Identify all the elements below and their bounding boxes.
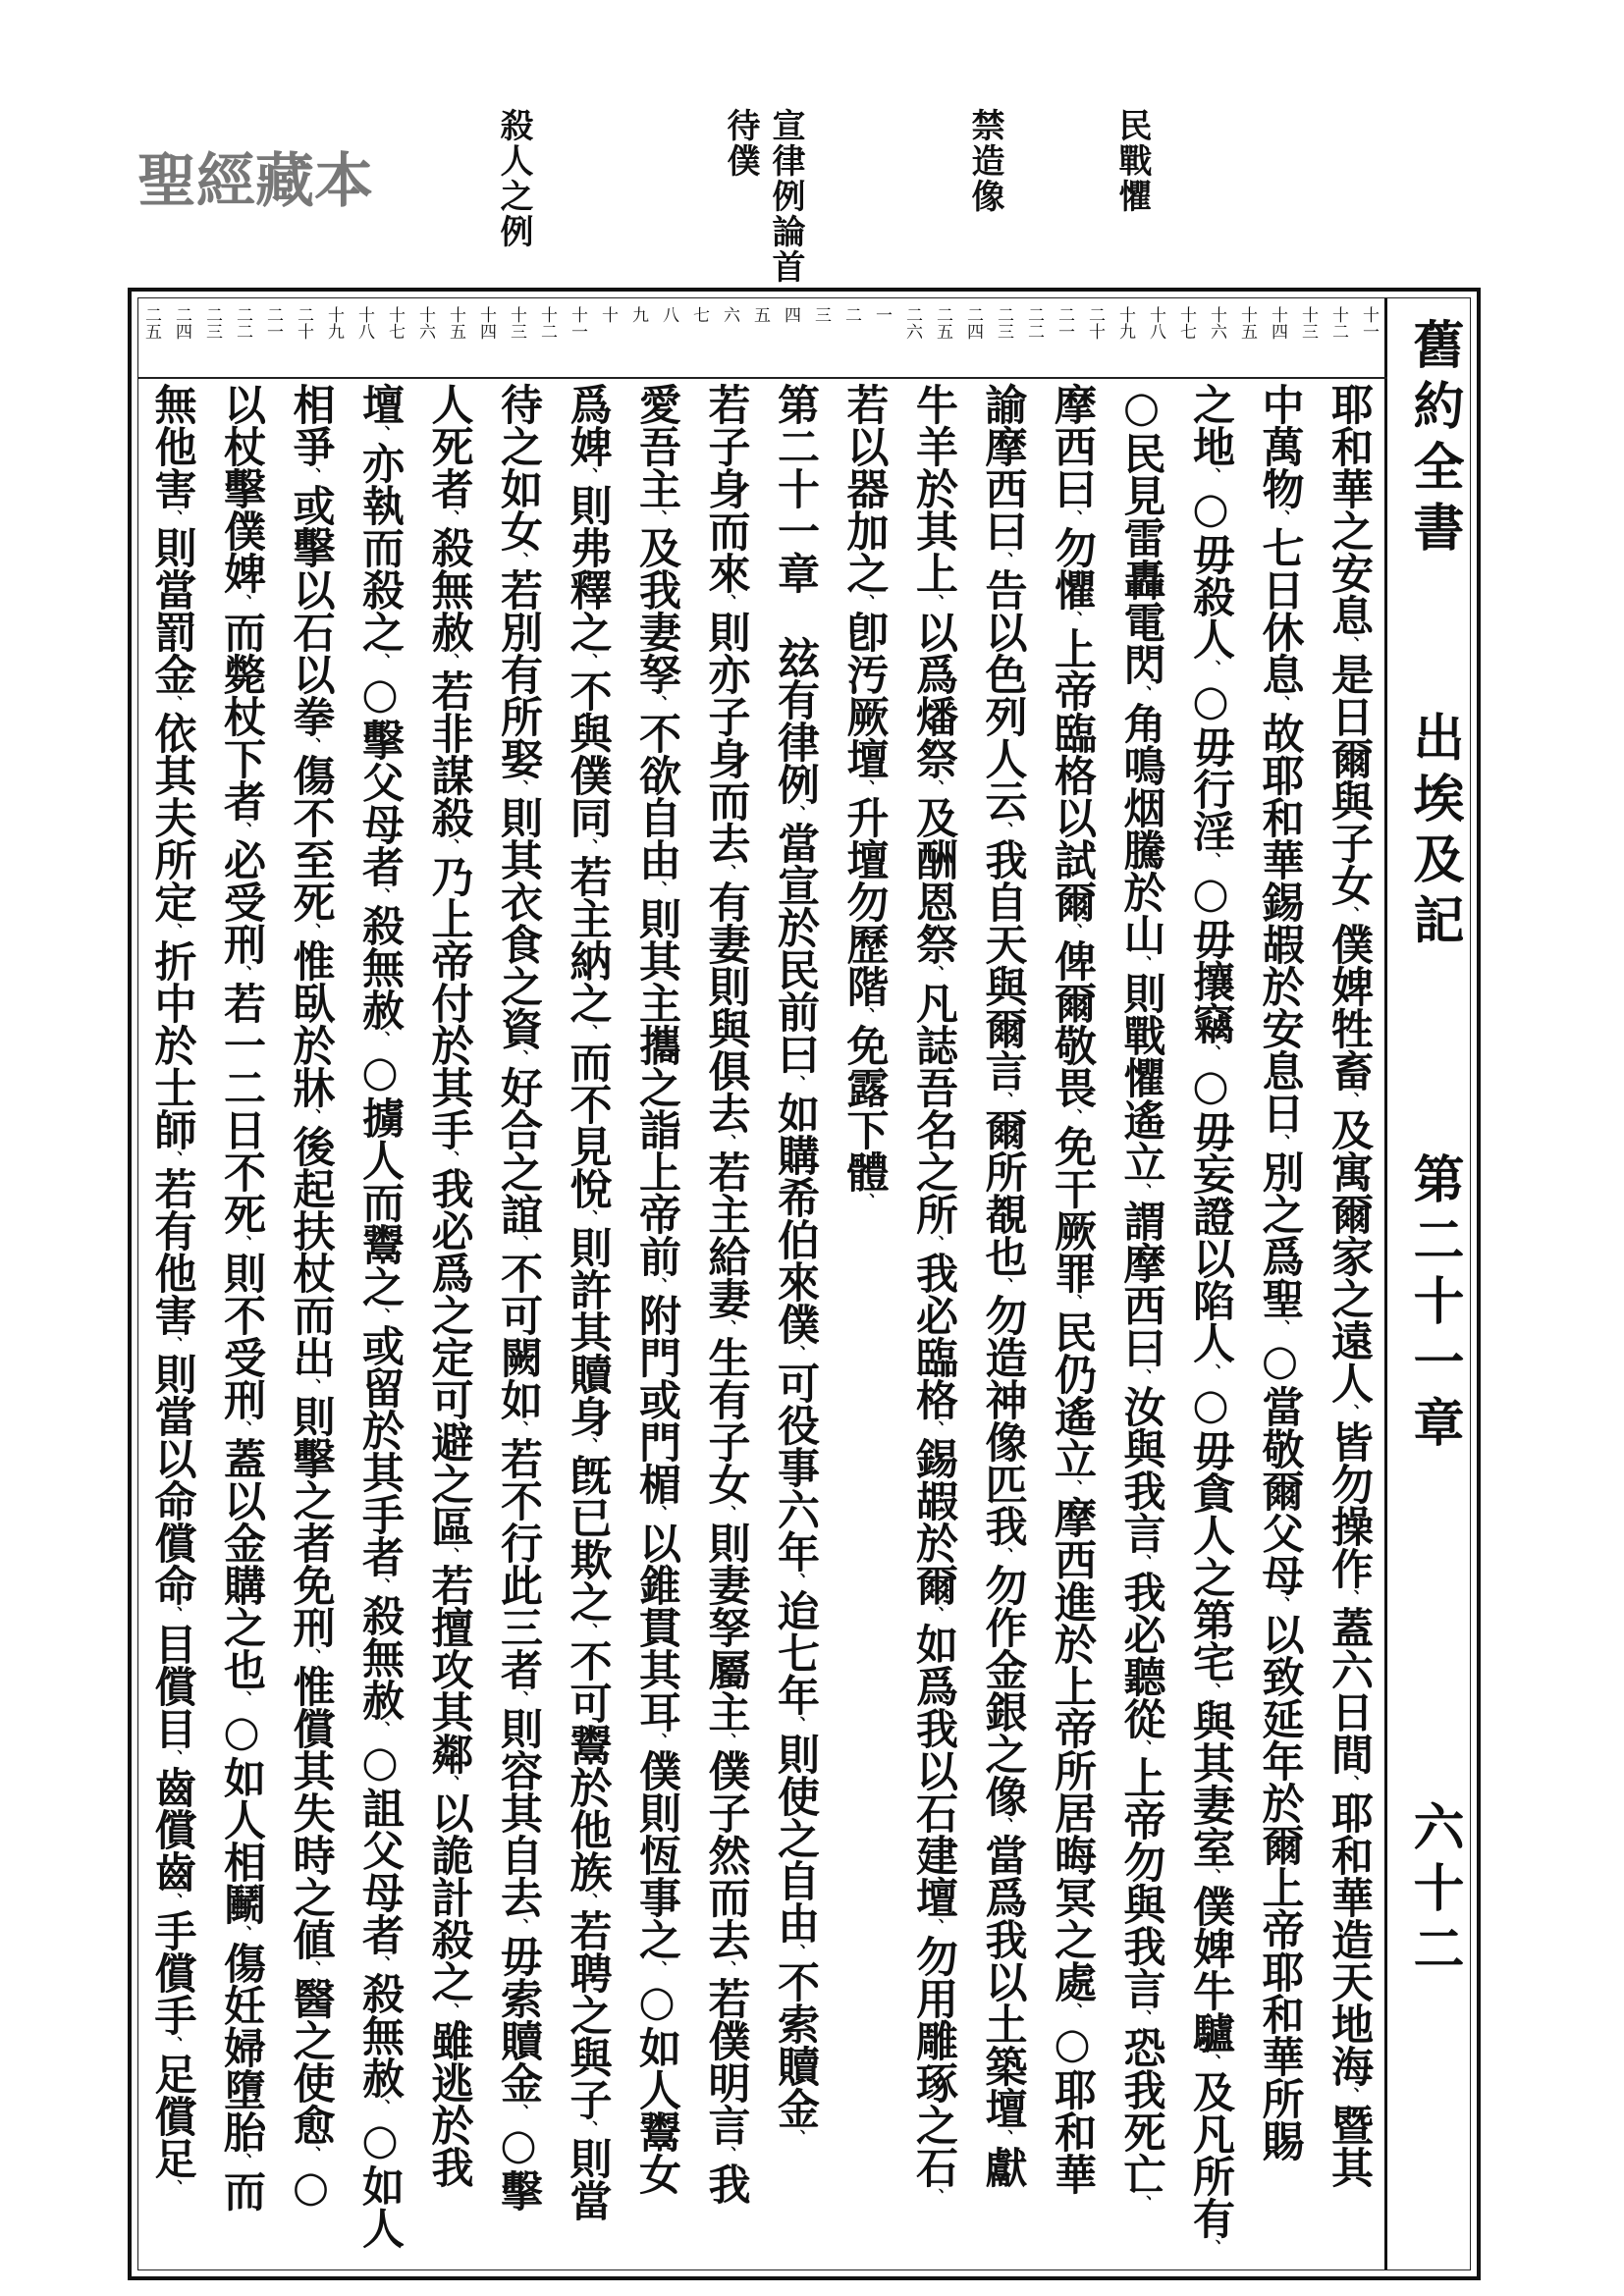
verse-number: 二五 (141, 306, 161, 340)
verse-number: 十五 (1237, 306, 1257, 340)
verse-number: 十 (598, 306, 618, 323)
verse-number: 十三 (1298, 306, 1318, 340)
page-number: 六十二 (1404, 1800, 1464, 1983)
verse-number: 七 (689, 306, 709, 323)
text-column: 摩西曰、勿懼、上帝臨格以試爾、俾爾敬畏、免干厥罪、民仍遙立、摩西進於上帝所居晦冥之處、○耶和華 (1048, 383, 1097, 2195)
text-column: 無他害、則當罰金、依其夫所定、折中於士師、若有他害、則當以命償命、目償目、齒償齒、手償手、足償足、 (147, 383, 197, 2196)
headnote-people-fear: 民戰懼 (1112, 108, 1152, 214)
title-column (1384, 298, 1470, 2269)
text-column: 爲婢、則弗釋之、不與僕同、若主納之、而不見悅、則許其贖身、旣已欺之、不可鬻於他族、若聘之與子、則當 (563, 383, 613, 2221)
text-column: 人死者、殺無赦、若非謀殺、乃上帝付於其手、我必爲之定可避之區、若擅攻其鄰、以詭計殺之、雖逃於我 (424, 383, 474, 2188)
book-title: 舊約全書 (1404, 318, 1464, 561)
headnote-servants: 待僕 (721, 108, 760, 179)
verse-number: 十九 (1115, 306, 1135, 340)
verse-number: 二一 (263, 306, 283, 340)
verse-number: 十二 (1328, 306, 1348, 340)
verse-number: 一 (872, 306, 892, 323)
verse-number: 二二 (233, 306, 252, 340)
verse-number: 十六 (415, 306, 435, 340)
verse-number: 五 (750, 306, 770, 323)
verse-number: 八 (659, 306, 678, 323)
watermark-line: 聖經藏本 (137, 147, 373, 216)
verse-number: 二六 (902, 306, 922, 340)
verse-number: 十四 (1268, 306, 1287, 340)
chapter-label: 第二十一章 (1404, 1152, 1464, 1457)
verse-number: 十四 (476, 306, 496, 340)
verse-number: 十九 (324, 306, 344, 340)
text-column: 牛羊於其上、以爲燔祭、及酬恩祭、凡誌吾名之所、我必臨格、錫嘏於爾、如爲我以石建壇、勿用雕琢之石、 (909, 383, 958, 2205)
verse-number: 二一 (1055, 306, 1074, 340)
text-column: 諭摩西曰、告以色列人云、我自天與爾言、爾所覩也、勿造神像匹我、勿作金銀之像、當爲我以土築壇、獻 (978, 383, 1028, 2188)
text-column: 壇、亦執而殺之、○擊父母者、殺無赦、○擄人而鬻之、或留於其手者、殺無赦、○詛父母者、殺無赦、○如人 (355, 383, 405, 2249)
verse-number: 十二 (537, 306, 557, 340)
text-column: 相爭、或擊以石以拳、傷不至死、惟臥於牀、後起扶杖而出、則擊之者免刑、惟償其失時之値、醫之使愈、○ (286, 383, 336, 2212)
verse-number: 十八 (354, 306, 374, 340)
headnote-murder-law: 殺人之例 (494, 108, 533, 249)
verse-number: 二三 (994, 306, 1013, 340)
verse-number: 二五 (933, 306, 952, 340)
verse-number: 二四 (172, 306, 191, 340)
verse-number: 二二 (1024, 306, 1044, 340)
verse-number: 二 (841, 306, 861, 323)
verse-number: 十五 (446, 306, 465, 340)
headnote-laws-intro: 宣律例論首 (766, 108, 805, 285)
verse-number: 十三 (507, 306, 526, 340)
verse-number: 二四 (963, 306, 983, 340)
verse-number-strip (138, 298, 1387, 379)
text-body (146, 383, 1381, 2262)
verse-number: 四 (781, 306, 800, 323)
text-column: 待之如女、若別有所娶、則其衣食之資、好合之誼、不可闕如、若不行此三者、則容其自去、毋索贖金、○擊 (494, 383, 543, 2212)
text-column: 第二十一章 玆有律例、當宣於民前曰、如購希伯來僕、可役事六年、迨七年、則使之自由、不索贖金、 (771, 383, 820, 2146)
text-column: ○民見雷轟電閃、角鳴烟騰於山、則戰懼遙立、謂摩西曰、汝與我言、我必聽從、上帝勿與我言、恐我死亡、 (1116, 383, 1166, 2212)
verse-number: 十七 (385, 306, 405, 340)
book-name: 出埃及記 (1404, 711, 1464, 954)
text-column: 若子身而來、則亦子身而去、有妻則與俱去、若主給妻、生有子女、則妻孥屬主、僕子然而去、若僕明言、我 (701, 383, 751, 2205)
verse-number: 二十 (294, 306, 313, 340)
text-column: 耶和華之安息、是日爾與子女、僕婢牲畜、及寓爾家之遠人、皆勿操作、蓋六日間、耶和華造天地海、暨其 (1325, 383, 1374, 2188)
verse-number: 二十 (1085, 306, 1105, 340)
verse-number: 十七 (1176, 306, 1196, 340)
verse-number: 十一 (568, 306, 587, 340)
text-column: 以杖擊僕婢、而斃杖下者、必受刑、若一二日不死、則不受刑、蓋以金購之也、○如人相鬭、傷妊婦墮胎、而 (217, 383, 266, 2212)
verse-number: 二三 (202, 306, 222, 340)
headnote-forbid-images: 禁造像 (965, 108, 1004, 214)
verse-number: 三 (811, 306, 831, 323)
text-column: 中萬物、七日休息、故耶和華錫嘏於安息日、別之爲聖、○當敬爾父母、以致延年於爾上帝耶和華所賜 (1255, 383, 1305, 2162)
verse-number: 十一 (1359, 306, 1379, 340)
verse-number: 六 (720, 306, 739, 323)
text-column: 愛吾主、及我妻孥、不欲自由、則其主攜之詣上帝前、附門或門楣、以錐貫其耳、僕則恆事之、○如人鬻女 (632, 383, 681, 2195)
verse-number: 九 (628, 306, 648, 323)
watermark (137, 147, 373, 216)
text-column: 之地、○毋殺人、○毋行淫、○毋攘竊、○毋妄證以陷人、○毋貪人之第宅、與其妻室、僕婢牛驢、及凡所有、 (1186, 383, 1235, 2256)
verse-number: 十八 (1146, 306, 1165, 340)
page-frame (128, 288, 1481, 2280)
text-column: 若以器加之、卽汚厥壇、升壇勿歷階、免露下體、 (839, 383, 890, 1209)
verse-number: 十六 (1207, 306, 1226, 340)
